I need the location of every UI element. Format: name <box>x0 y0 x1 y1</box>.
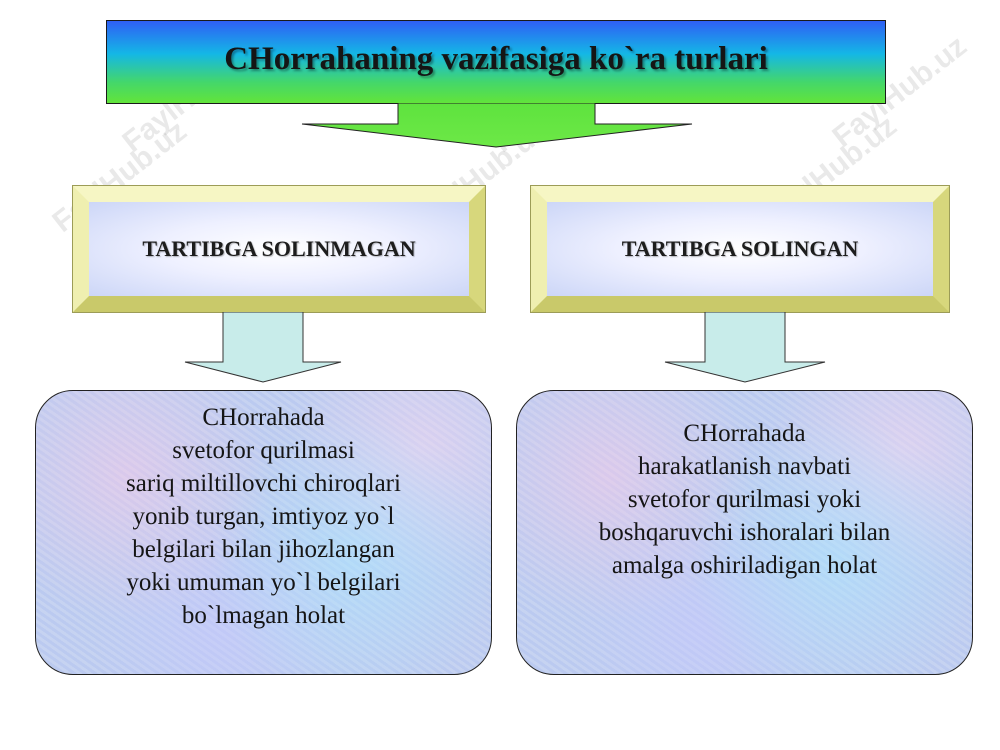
watermark: FaylHub.uz <box>826 29 973 154</box>
watermark: FaylHub.uz <box>46 114 193 239</box>
down-arrow-right <box>663 312 827 384</box>
description-line: svetofor qurilmasi <box>172 437 355 464</box>
category-regulated <box>531 186 949 312</box>
watermark: FaylHub.uz <box>406 114 553 239</box>
down-arrow-title <box>300 103 695 149</box>
description-line: svetofor qurilmasi yoki <box>627 486 862 513</box>
description-line: yoki umuman yo`l belgilari <box>126 569 401 596</box>
diagram-title: CHorrahaning vazifasiga ko`ra turlari <box>224 40 768 77</box>
category-label: TARTIBGA SOLINMAGAN <box>142 236 416 261</box>
title-box <box>106 20 886 104</box>
description-line: harakatlanish navbati <box>637 453 852 480</box>
description-line: sariq miltillovchi chiroqlari <box>126 470 401 497</box>
description-line: CHorrahada <box>683 420 806 447</box>
description-line: belgilari bilan jihozlangan <box>132 536 395 563</box>
description-line: CHorrahada <box>202 404 325 431</box>
description-unregulated <box>35 390 492 675</box>
description-line: boshqaruvchi ishoralari bilan <box>598 519 891 546</box>
description-line: bo`lmagan holat <box>181 602 346 629</box>
description-regulated <box>516 390 973 675</box>
description-line: yonib turgan, imtiyoz yo`l <box>132 503 395 530</box>
category-label: TARTIBGA SOLINGAN <box>621 236 859 261</box>
description-line: amalga oshiriladigan holat <box>611 552 878 579</box>
watermark: FaylHub.uz <box>756 109 903 234</box>
down-arrow-left <box>183 312 343 384</box>
category-unregulated <box>73 186 485 312</box>
